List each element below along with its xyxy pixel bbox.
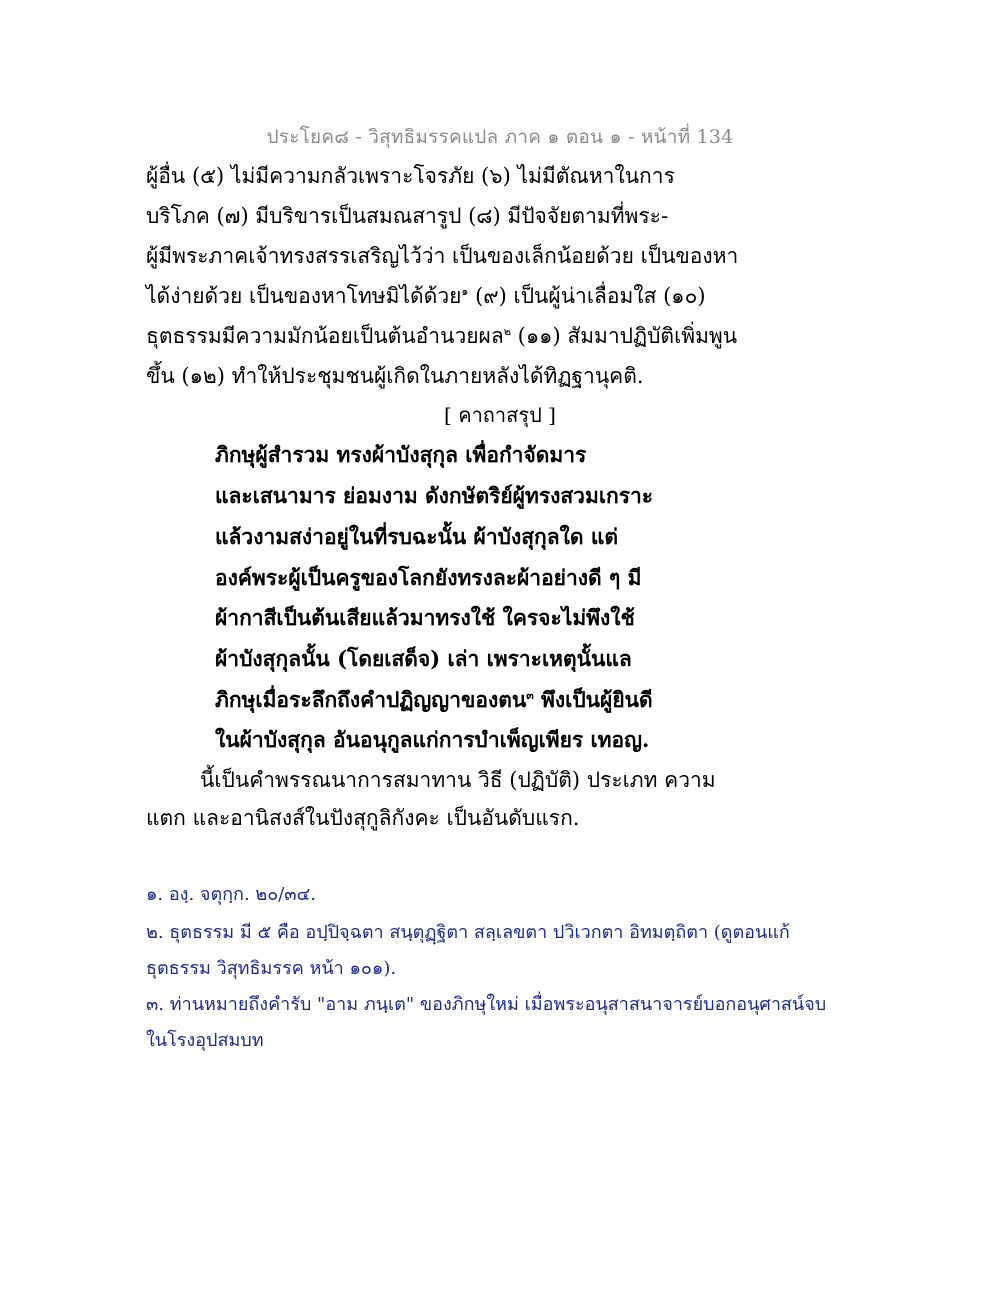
closing-line-1: นี้เป็นคำพรรณนาการสมาทาน วิธี (ปฏิบัติ) ประเภท ความ	[200, 768, 716, 792]
body-line-4	[146, 286, 706, 307]
verse-caption: [ คาถาสรุป ]	[444, 403, 556, 427]
body-line-5-rest: (๑๑) สัมมาปฏิบัติเพิ่มพูน	[510, 324, 738, 348]
footnote-3-cont: ในโรงอุปสมบท	[146, 1030, 264, 1051]
verse-line-7-text: ภิกษุเมื่อระลึกถึงคำปฏิญญาของตน	[215, 687, 527, 712]
body-line-5-text: ธุตธรรมมีความมักน้อยเป็นต้นอำนวยผล	[146, 324, 504, 348]
body-line-1: ผู้อื่น (๕) ไม่มีความกลัวเพราะโจรภัย (๖) ไม่มีตัณหาในการ	[146, 164, 675, 188]
verse-line-3: แล้วงามสง่าอยู่ในที่รบฉะนั้น ผ้าบังสุกุลใด แต่	[215, 524, 618, 549]
verse-line-7-rest: พึงเป็นผู้ยินดี	[533, 687, 653, 712]
body-line-6: ขึ้น (๑๒) ทำให้ประชุมชนผู้เกิดในภายหลังได้ทิฏฐานุคติ.	[146, 364, 644, 388]
footnote-ref-1: ๑	[461, 285, 469, 298]
verse-line-1: ภิกษุผู้สำรวม ทรงผ้าบังสุกุล เพื่อกำจัดมาร	[215, 442, 587, 467]
footnote-2-cont: ธุตธรรม วิสุทธิมรรค หน้า ๑๐๑).	[146, 958, 397, 979]
body-line-4-text: ได้ง่ายด้วย เป็นของหาโทษมิได้ด้วย	[146, 284, 462, 308]
verse-line-6: ผ้าบังสุกุลนั้น (โดยเสด็จ) เล่า เพราะเหตุนั้นแล	[215, 646, 632, 671]
body-line-3: ผู้มีพระภาคเจ้าทรงสรรเสริญไว้ว่า เป็นของเล็กน้อยด้วย เป็นของหา	[146, 244, 739, 268]
footnote-3: ๓. ท่านหมายถึงคำรับ "อาม ภนฺเต" ของภิกษุใหม่ เมื่อพระอนุสาสนาจารย์บอกอนุศาสน์จบ	[146, 994, 827, 1015]
verse-line-8: ในผ้าบังสุกุล อันอนุกูลแก่การบำเพ็ญเพียร เทอญ.	[215, 727, 650, 752]
body-line-2: บริโภค (๗) มีบริขารเป็นสมณสารูป (๘) มีปัจจัยตามที่พระ-	[146, 204, 669, 228]
verse-line-2: และเสนามาร ย่อมงาม ดังกษัตริย์ผู้ทรงสวมเกราะ	[215, 483, 654, 508]
verse-line-5: ผ้ากาสีเป็นต้นเสียแล้วมาทรงใช้ ใครจะไม่พึงใช้	[215, 605, 635, 630]
footnote-ref-2: ๒	[503, 325, 511, 338]
footnote-2: ๒. ธุตธรรม มี ๕ คือ อปฺปิจฺฉตา สนฺตุฏฺฐิตา สลฺเลขตา ปวิเวกตา อิทมตฺถิตา (ดูตอนแก้	[146, 922, 790, 943]
footnote-ref-3: ๓	[526, 689, 534, 702]
verse-line-4: องค์พระผู้เป็นครูของโลกยังทรงละผ้าอย่างดี ๆ มี	[215, 565, 642, 590]
closing-line-2: แตก และอานิสงส์ในปังสุกูลิกังคะ เป็นอันดับแรก.	[146, 806, 580, 830]
verse-line-7	[215, 689, 653, 710]
body-line-4-rest: (๙) เป็นผู้น่าเลื่อมใส (๑๐)	[468, 284, 706, 308]
body-line-5	[146, 324, 738, 348]
page-header: ประโยค๘ - วิสุทธิมรรคแปล ภาค ๑ ตอน ๑ - หน้าที่ 134	[266, 126, 734, 148]
footnote-1: ๑. องฺ. จตุกฺก. ๒๐/๓๔.	[146, 884, 316, 905]
